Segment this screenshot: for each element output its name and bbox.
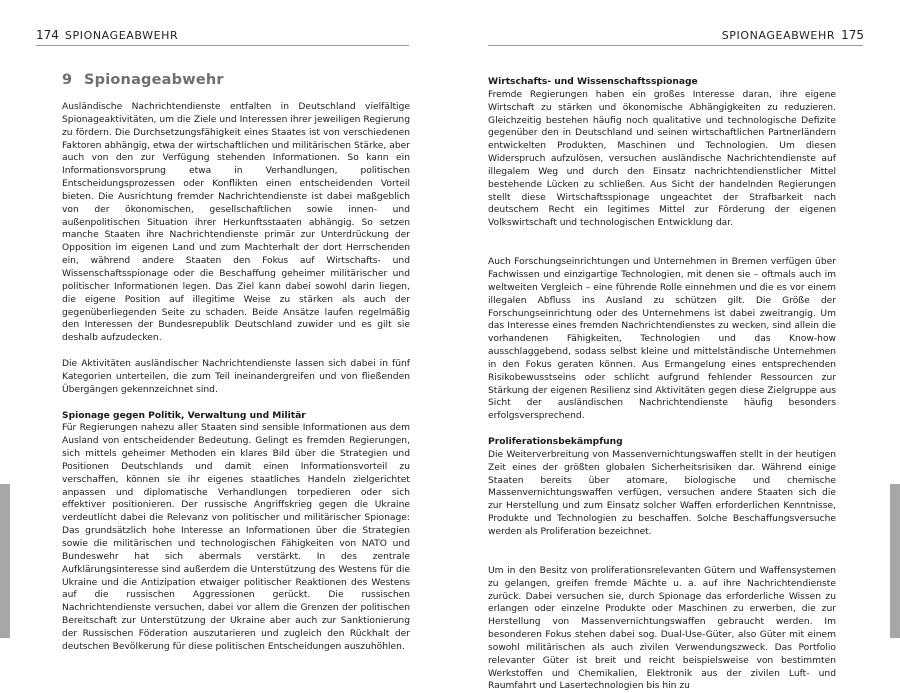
chapter-title [62, 72, 224, 88]
right-header-rule [488, 45, 863, 46]
section-heading-proliferation: Proliferationsbekämpfung [488, 437, 623, 448]
left-body-text [62, 101, 410, 654]
right-thumb-tab [890, 484, 900, 638]
right-page-header [722, 28, 864, 42]
intro-paragraph: Ausländische Nachrichtendienste entfalten in Deutschland vielfältige Spionageaktivitäten, um die Ziele und Interessen ihrer jeweiligen Regierung zu fördern. Die Durchsetzungsfähigkeit eines Staates ist von verschiedenen Faktoren abhängig, etwa der wirtschaftlichen und militärischen Stärke, aber auch von den zur Verfügung stehenden Informationen. So kann ein Informationsvorsprung etwa in Verhandlungen, politischen Entscheidungsprozessen oder Konflikten einen entscheidenden Vorteil bieten. Die Ausrichtung fremder Nachrichtendienste ist dabei maßgeblich von der ökonomischen, gesellschaftlichen sowie innen- und außenpolitischen Situation ihrer Herkunftsstaaten abhängig. So setzen manche Staaten ihre Nachrichtendienste primär zur Unterdrückung der Opposition im eigenen Land und zum Machterhalt der dort Herrschenden ein, während andere Staaten den Fokus auf Wirtschafts- und Wissenschaftsspionage oder die Beschaffung geheimer militärischer und politischer Informationen legen. Das Ziel kann dabei sowohl darin liegen, die eigene Position auf illegitime Weise zu stärken als auch der gegenüberliegenden Seite zu schaden. Beide Ansätze laufen regelmäßig den Interessen der Bundesrepublik Deutschland zuwider und es gilt sie deshalb aufzudecken. [62, 102, 410, 344]
right-page-number: 175 [841, 28, 864, 42]
right-page [450, 0, 900, 692]
left-page-number: 174 [36, 28, 59, 42]
chapter-title-text: Spionageabwehr [84, 72, 224, 88]
left-page [0, 0, 450, 652]
section-text-politik: Für Regierungen nahezu aller Staaten sind sensible Informationen aus dem Ausland von entscheidender Bedeutung. Gelingt es fremden Regierungen, sich mittels geheimer Methoden ein klares Bild über die Strategien und Positionen Deutschlands und damit einen Informationsvorteil zu verschaffen, können sie ihr eigenes staatliches Handeln zielgerichtet anpassen und diplomatische Verhandlungen torpedieren oder sich effektiver positionieren. Der russische Angriffskrieg gegen die Ukraine verdeutlicht dabei die Relevanz von politischer und militärischer Spionage: Das grundsätzlich hohe Interesse an Informationen über die Strategien sowie die militärischen und technologischen Fähigkeiten von NATO und Bundeswehr hat sich abermals verstärkt. In des zentrale Aufklärungsinteresse sind außerdem die Unterstützung des Westens für die Ukraine und die Antizipation etwaiger politischer Reaktionen des Westens auf die russischen Aggressionen gerückt. Die russischen Nachrichtendienste versuchen, dabei vor allem die Grenzen der politischen Bereitschaft zur Unterstützung der Ukraine aber auch zur Sanktionierung der Russischen Föderation auszutarieren und zugleich den Rückhalt der deutschen Bevölkerung für diese politischen Entscheidungen auszuhöhlen. [62, 423, 410, 652]
right-body-text [488, 76, 836, 693]
right-running-title: SPIONAGEABWEHR [721, 29, 836, 42]
categories-paragraph: Die Aktivitäten ausländischer Nachrichtendienste lassen sich dabei in fünf Kategorien unterteilen, die zum Teil ineinandergreifen und von fließenden Übergängen gekennzeichnet sind. [62, 359, 410, 395]
proliferation-paragraph-1: Die Weiterverbreitung von Massenvernichtungswaffen stellt in der heutigen Zeit eines der größten globalen Sicherheitsrisiken dar. Während einige Staaten bereits über atomare, biologische und chemische Massenvernichtungswaffen verfügen, versuchen andere Staaten sich die zur Herstellung und zum Einsatz solcher Waffen erforderlichen Kenntnisse, Produkte und Technologien zu beschaffen. Solche Beschaffungsversuche werden als Proliferation bezeichnet. [488, 449, 836, 537]
chapter-number: 9 [62, 72, 73, 88]
left-page-header [36, 28, 178, 42]
section-heading-wirtschaft: Wirtschafts- und Wissenschaftsspionage [488, 77, 698, 87]
left-header-rule [36, 45, 409, 46]
proliferation-paragraph-2: Um in den Besitz von proliferationsrelevanten Gütern und Waffensystemen zu gelangen, greifen fremde Mächte u. a. auf ihre Nachrichtendienste zurück. Dabei versuchen sie, durch Spionage das erforderliche Wissen zu erlangen oder einzelne Produkte oder Maschinen zu erwerben, die zur Herstellung von Massenvernichtungswaffen gebraucht werden. Im besonderen Fokus stehen dabei sog. Dual-Use-Güter, also Güter mit einem sowohl militärischen als auch zivilen Verwendungszweck. Das Portfolio relevanter Güter ist breit und reicht beispielsweise von bestimmten Werkstoffen und Chemikalien, Elektronik aus der zivilen Luft- und Raumfahrt und Lasertechnologien bis hin zu [488, 565, 836, 692]
wirtschaft-paragraph-1: Fremde Regierungen haben ein großes Interesse daran, ihre eigene Wirtschaft zu stärken und ökonomische Abhängigkeiten zu reduzieren. Gleichzeitig bestehen häufig noch qualitative und technologische Defizite gegenüber den in Deutschland und seinen wirtschaftlichen Partnerländern entwickelten Produkten, Maschinen und Technologien. Um diesen Widerspruch aufzulösen, versuchen ausländische Nachrichtendienste auf illegalem Weg und durch den Einsatz nachrichtendienstlicher Mittel bestehende Lücken zu schließen. Aus Sicht der handelnden Regierungen stellt diese Wirtschaftsspionage ungeachtet der Strafbarkeit nach deutschem Recht ein legitimes Mittel zur Förderung der eigenen Volkswirtschaft und technologischen Entwicklung dar. [488, 89, 836, 229]
section-heading-politik: Spionage gegen Politik, Verwaltung und Militär [62, 410, 306, 421]
left-thumb-tab [0, 484, 10, 638]
left-running-title: SPIONAGEABWEHR [64, 29, 179, 42]
wirtschaft-paragraph-2: Auch Forschungseinrichtungen und Unternehmen in Bremen verfügen über Fachwissen und einzigartige Technologien, mit denen sie – oftmals auch im weltweiten Vergleich – eine führende Rolle einnehmen und die es vor einem illegalen Abfluss ins Ausland zu schützen gilt. Die Größe der Forschungseinrichtung oder des Unternehmens ist dabei zweitrangig. Um das Interesse eines fremden Nachrichtendienstes zu wecken, sind allein die vorhandenen Fähigkeiten, Technologien und das Know-how ausschlaggebend, sodass selbst kleine und mittelständische Unternehmen in den Fokus geraten können. Aus Ermangelung eines entsprechenden Risikobewusstseins oder schlicht aufgrund fehlender Ressourcen zur Stärkung der eigenen Resilienz sind Aktivitäten gegen diese Zielgruppe aus Sicht der ausländischen Nachrichtendienste häufig besonders erfolgsversprechend. [488, 257, 836, 422]
